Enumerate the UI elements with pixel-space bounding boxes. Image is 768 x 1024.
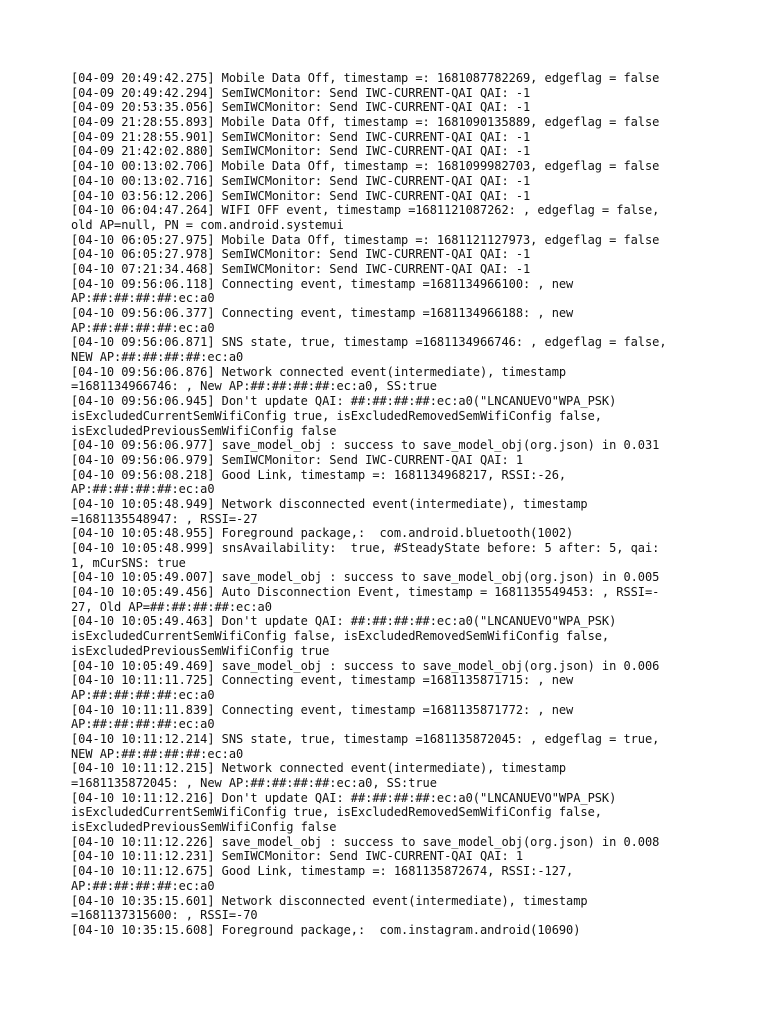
log-line: [04-09 20:49:42.294] SemIWCMonitor: Send IWC-CURRENT-QAI QAI: -1 (71, 85, 531, 100)
log-line: =1681135872045: , New AP:##:##:##:##:ec:a0, SS:true (71, 776, 437, 790)
log-line: 1, mCurSNS: true (71, 555, 186, 570)
log-line: [04-10 03:56:12.206] SemIWCMonitor: Send IWC-CURRENT-QAI QAI: -1 (71, 188, 531, 203)
log-line: [04-10 10:05:48.949] Network disconnected event(intermediate), timestamp (71, 496, 588, 511)
log-line: [04-10 10:05:49.456] Auto Disconnection Event, timestamp = 1681135549453: , RSSI=- (71, 585, 660, 600)
log-line: isExcludedPreviousSemWifiConfig false (71, 820, 337, 835)
log-line: [04-10 10:11:12.215] Network connected event(intermediate), timestamp (71, 761, 567, 776)
log-line: [04-10 09:56:06.979] SemIWCMonitor: Send IWC-CURRENT-QAI QAI: 1 (71, 452, 524, 467)
log-line: AP:##:##:##:##:ec:a0 (71, 717, 215, 732)
log-line: NEW AP:##:##:##:##:ec:a0 (71, 350, 244, 365)
log-line: [04-09 21:42:02.880] SemIWCMonitor: Send IWC-CURRENT-QAI QAI: -1 (71, 144, 531, 159)
log-line: [04-09 21:28:55.901] SemIWCMonitor: Send IWC-CURRENT-QAI QAI: -1 (71, 129, 531, 144)
log-line: [04-10 10:05:49.463] Don't update QAI: ##:##:##:##:ec:a0("LNCANUEVO"WPA_PSK) (71, 614, 617, 629)
log-line: [04-10 00:13:02.706] Mobile Data Off, timestamp =: 1681099982703, edgeflag = false (71, 159, 660, 174)
log-line: [04-10 10:05:49.469] save_model_obj : success to save_model_obj(org.json) in 0.006 (71, 658, 660, 673)
log-line: =1681134966746: , New AP:##:##:##:##:ec:a0, SS:true (71, 379, 437, 394)
log-line: [04-10 09:56:06.118] Connecting event, timestamp =1681134966100: , new (71, 276, 574, 291)
log-line: [04-09 21:28:55.893] Mobile Data Off, timestamp =: 1681090135889, edgeflag = false (71, 115, 660, 130)
log-line: [04-10 10:11:11.839] Connecting event, timestamp =1681135871772: , new (71, 702, 574, 717)
log-line: isExcludedPreviousSemWifiConfig false (71, 423, 337, 438)
log-line: AP:##:##:##:##:ec:a0 (71, 320, 215, 335)
log-line: [04-10 10:11:12.231] SemIWCMonitor: Send IWC-CURRENT-QAI QAI: 1 (71, 849, 524, 864)
log-line: [04-10 10:11:11.725] Connecting event, timestamp =1681135871715: , new (71, 673, 574, 688)
log-line: [04-10 07:21:34.468] SemIWCMonitor: Send IWC-CURRENT-QAI QAI: -1 (71, 261, 531, 276)
log-line: old AP=null, PN = com.android.systemui (71, 217, 344, 232)
log-line: [04-10 09:56:06.871] SNS state, true, timestamp =1681134966746: , edgeflag = false, (71, 335, 667, 350)
log-line: AP:##:##:##:##:ec:a0 (71, 878, 215, 893)
log-line: isExcludedCurrentSemWifiConfig true, isExcludedRemovedSemWifiConfig false, (71, 408, 602, 423)
log-line: [04-10 00:13:02.716] SemIWCMonitor: Send IWC-CURRENT-QAI QAI: -1 (71, 173, 531, 188)
log-line: NEW AP:##:##:##:##:ec:a0 (71, 746, 244, 761)
log-line: [04-10 10:05:48.955] Foreground package,: com.android.bluetooth(1002) (71, 526, 574, 541)
log-line: [04-10 09:56:06.945] Don't update QAI: ##:##:##:##:ec:a0("LNCANUEVO"WPA_PSK) (71, 394, 617, 409)
log-line: [04-10 06:04:47.264] WIFI OFF event, timestamp =1681121087262: , edgeflag = false, (71, 203, 660, 218)
log-line: [04-10 09:56:06.377] Connecting event, timestamp =1681134966188: , new (71, 306, 574, 320)
log-line: AP:##:##:##:##:ec:a0 (71, 291, 215, 306)
log-line: isExcludedCurrentSemWifiConfig true, isExcludedRemovedSemWifiConfig false, (71, 805, 602, 820)
log-line: [04-10 09:56:06.876] Network connected event(intermediate), timestamp (71, 364, 567, 379)
log-line: [04-10 09:56:08.218] Good Link, timestamp =: 1681134968217, RSSI:-26, (71, 467, 567, 482)
log-line: [04-10 09:56:06.977] save_model_obj : success to save_model_obj(org.json) in 0.031 (71, 438, 660, 453)
log-line: isExcludedPreviousSemWifiConfig true (71, 643, 330, 658)
log-line: [04-09 20:49:42.275] Mobile Data Off, timestamp =: 1681087782269, edgeflag = false (71, 71, 660, 85)
log-line: [04-10 10:11:12.216] Don't update QAI: ##:##:##:##:ec:a0("LNCANUEVO"WPA_PSK) (71, 790, 617, 805)
log-line: [04-10 06:05:27.975] Mobile Data Off, timestamp =: 1681121127973, edgeflag = false (71, 232, 660, 247)
log-line: [04-10 10:35:15.608] Foreground package,: com.instagram.android(10690) (71, 922, 581, 937)
log-line: [04-10 06:05:27.978] SemIWCMonitor: Send IWC-CURRENT-QAI QAI: -1 (71, 247, 531, 262)
log-line: isExcludedCurrentSemWifiConfig false, isExcludedRemovedSemWifiConfig false, (71, 629, 610, 644)
log-text-block (71, 71, 701, 938)
log-line: AP:##:##:##:##:ec:a0 (71, 687, 215, 702)
log-line: AP:##:##:##:##:ec:a0 (71, 482, 215, 497)
log-line: [04-10 10:11:12.226] save_model_obj : success to save_model_obj(org.json) in 0.008 (71, 834, 660, 849)
log-line: =1681137315600: , RSSI=-70 (71, 908, 258, 923)
log-line: [04-10 10:11:12.675] Good Link, timestamp =: 1681135872674, RSSI:-127, (71, 864, 574, 879)
log-line: 27, Old AP=##:##:##:##:ec:a0 (71, 599, 272, 614)
log-line: [04-09 20:53:35.056] SemIWCMonitor: Send IWC-CURRENT-QAI QAI: -1 (71, 100, 531, 115)
log-line: [04-10 10:05:48.999] snsAvailability: true, #SteadyState before: 5 after: 5, qai: (71, 541, 660, 555)
log-line: [04-10 10:11:12.214] SNS state, true, timestamp =1681135872045: , edgeflag = true, (71, 731, 660, 746)
log-line: [04-10 10:35:15.601] Network disconnected event(intermediate), timestamp (71, 893, 588, 908)
log-line: [04-10 10:05:49.007] save_model_obj : success to save_model_obj(org.json) in 0.005 (71, 570, 660, 585)
log-line: =1681135548947: , RSSI=-27 (71, 511, 258, 526)
